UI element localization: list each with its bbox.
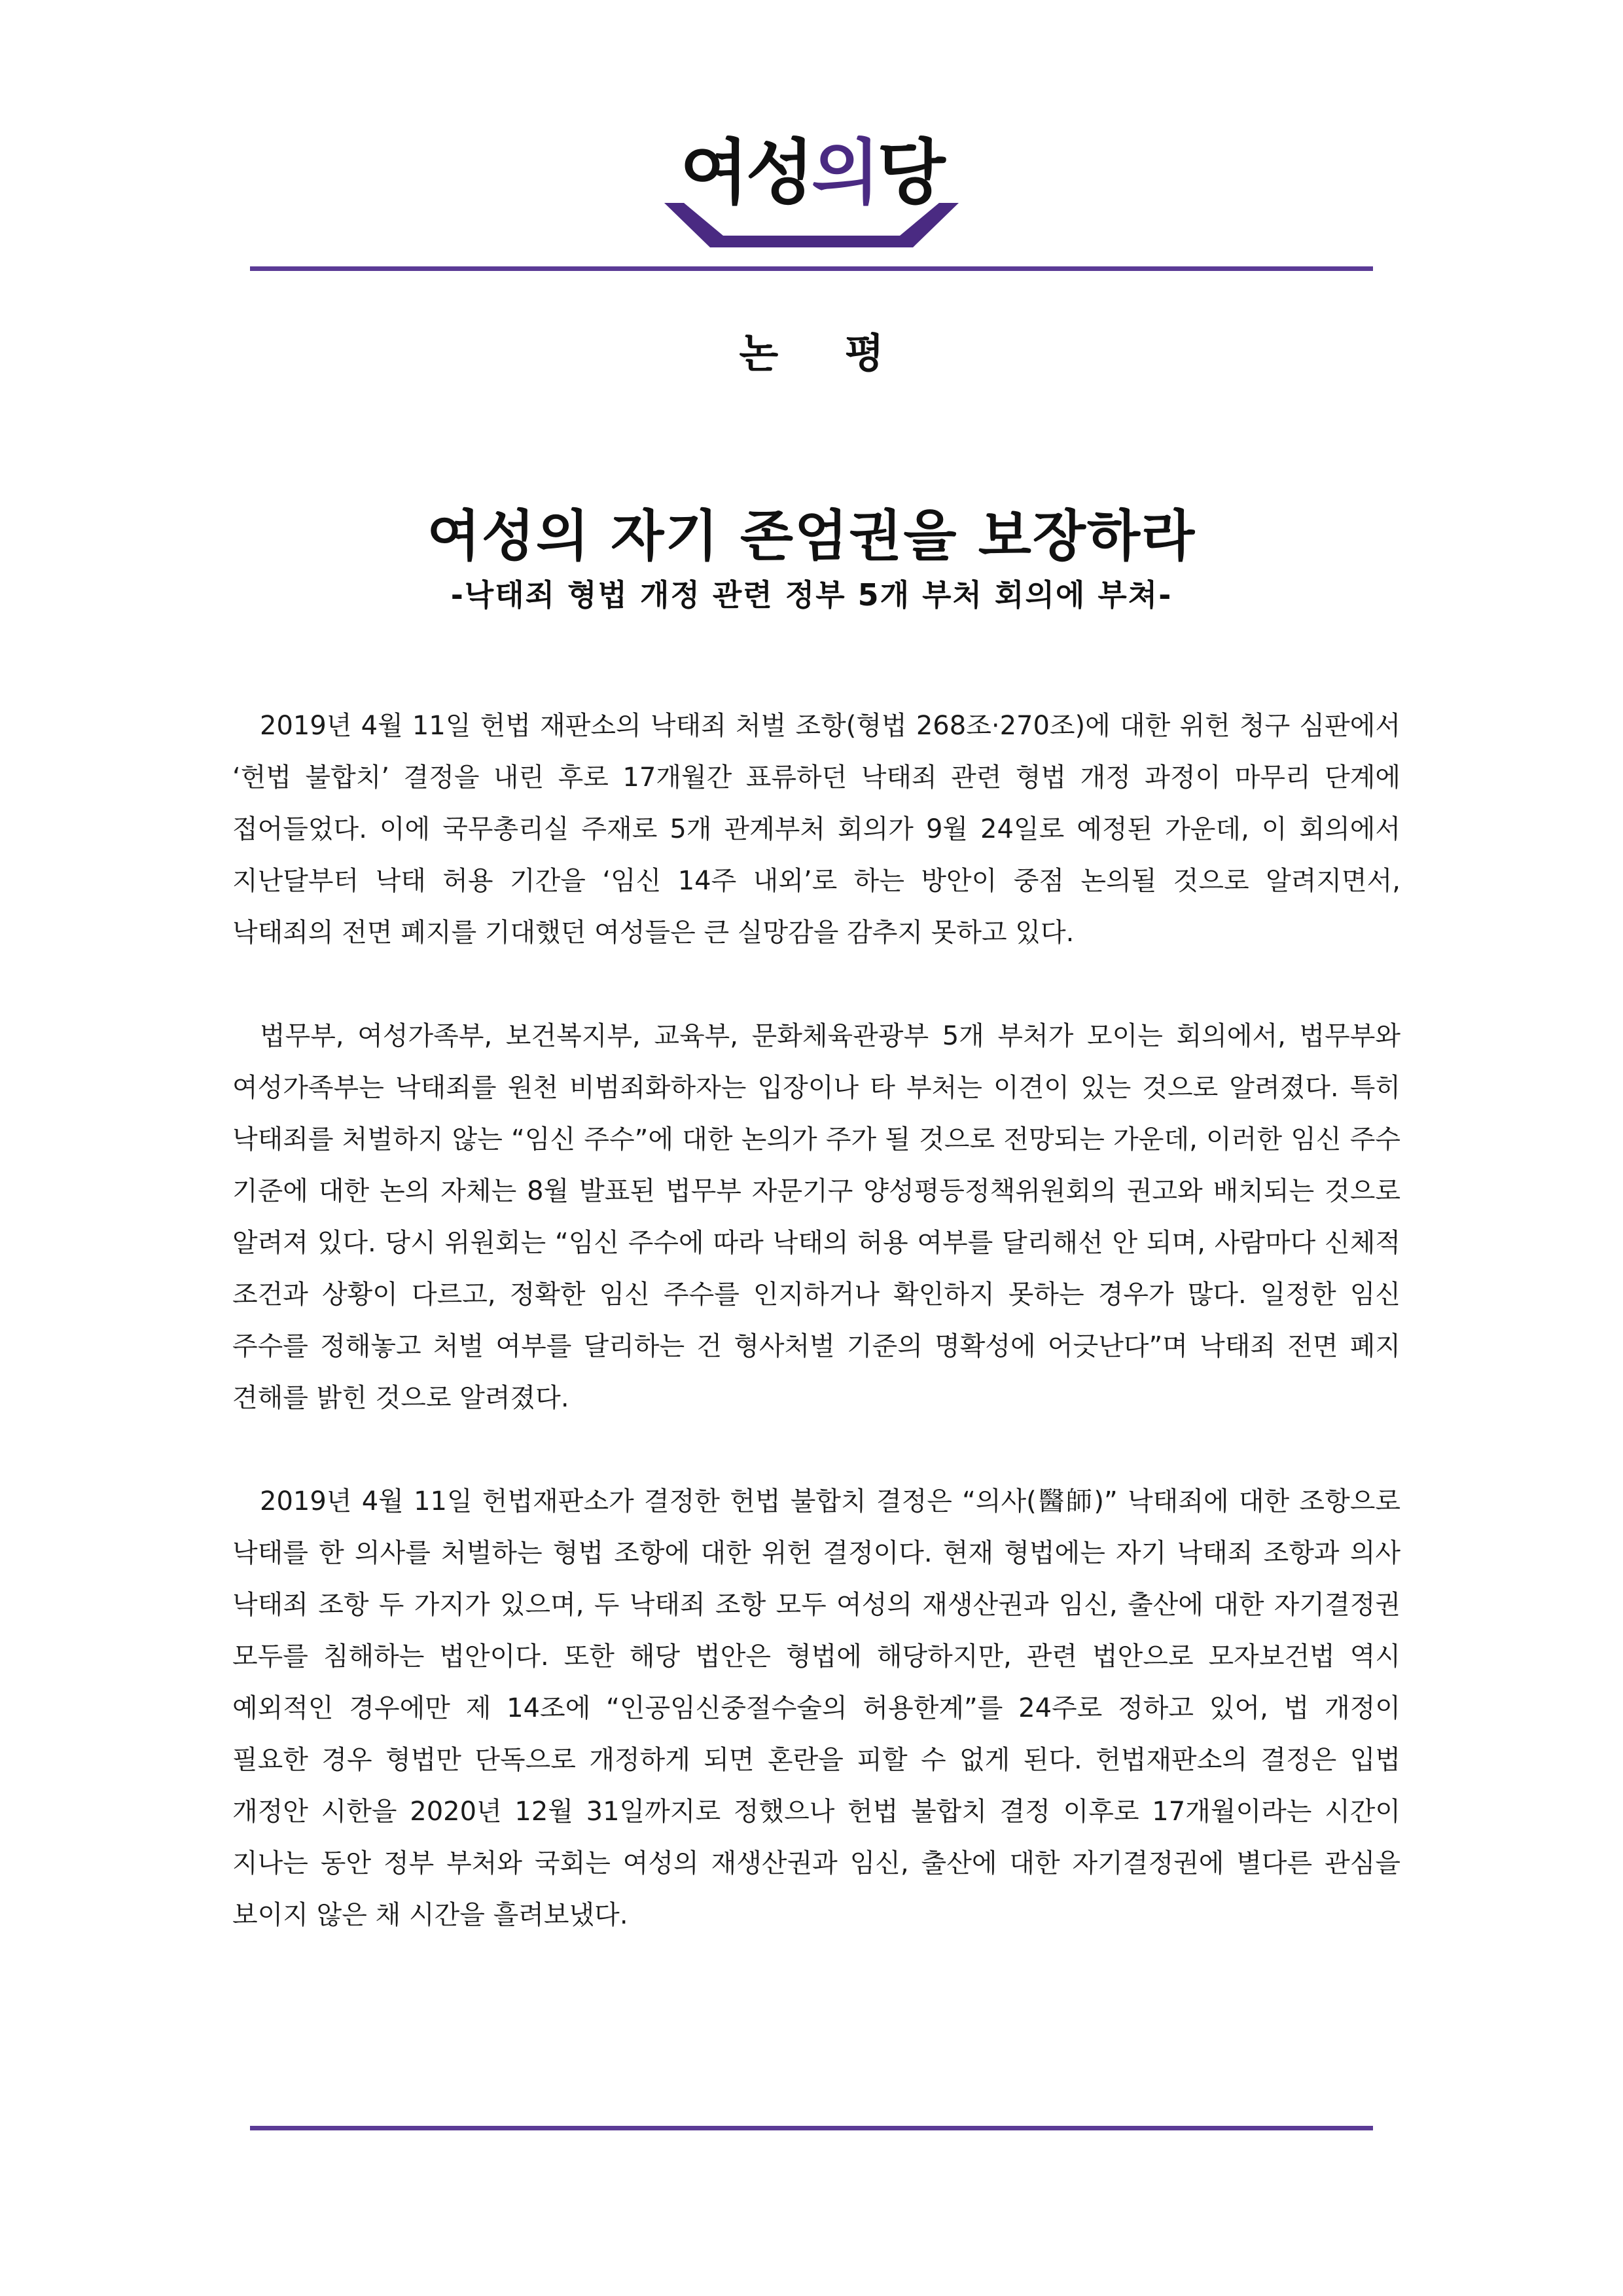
statement-subtitle: -낙태죄 형법 개정 관련 정부 5개 부처 회의에 부쳐-	[450, 577, 1173, 613]
document-type-label: 논 평	[739, 329, 910, 377]
statement-body	[232, 700, 1400, 1993]
body-paragraph-2: 법무부, 여성가족부, 보건복지부, 교육부, 문화체육관광부 5개 부처가 모이는 회의에서, 법무부와 여성가족부는 낙태죄를 원천 비범죄화하자는 입장이나 타 부처는 이견이 있는 것으로 알려졌다. 특히 낙태죄를 처벌하지 않는 “임신 주수”에 대한 논의가 주가 될 것으로 전망되는 가운데, 이러한 임신 주수 기준에 대한 논의 자체는 8월 발표된 법무부 자문기구 양성평등정책위원회의 권고와 배치되는 것으로 알려져 있다. 당시 위원회는 “임신 주수에 따라 낙태의 허용 여부를 달리해선 안 되며, 사람마다 신체적 조건과 상황이 다르고, 정확한 임신 주수를 인지하거나 확인하지 못하는 경우가 많다. 일정한 임신 주수를 정해놓고 처벌 여부를 달리하는 건 형사처벌 기준의 명확성에 어긋난다”며 낙태죄 전면 폐지 견해를 밝힌 것으로 알려졌다.	[232, 1021, 1400, 1413]
logo-text-accent: 의	[812, 132, 878, 214]
party-logo	[658, 131, 965, 249]
statement-title: 여성의 자기 존엄권을 보장하라	[427, 504, 1196, 568]
body-paragraph-1: 2019년 4월 11일 헌법 재판소의 낙태죄 처벌 조항(형법 268조·270조)에 대한 위헌 청구 심판에서 ‘헌법 불합치’ 결정을 내린 후로 17개월간 표류하던 낙태죄 관련 형법 개정 과정이 마무리 단계에 접어들었다. 이에 국무총리실 주재로 5개 관계부처 회의가 9월 24일로 예정된 가운데, 이 회의에서 지난달부터 낙태 허용 기간을 ‘임신 14주 내외’로 하는 방안이 중점 논의될 것으로 알려지면서, 낙태죄의 전면 폐지를 기대했던 여성들은 큰 실망감을 감추지 못하고 있다.	[232, 711, 1400, 948]
party-logo-area	[0, 131, 1623, 249]
logo-text-before: 여성	[680, 132, 812, 214]
footer-divider	[250, 2126, 1373, 2130]
logo-chevron-icon	[658, 196, 965, 249]
header-divider	[250, 266, 1373, 271]
body-paragraph-3: 2019년 4월 11일 헌법재판소가 결정한 헌법 불합치 결정은 “의사(醫師)” 낙태죄에 대한 조항으로 낙태를 한 의사를 처벌하는 형법 조항에 대한 위헌 결정이다. 현재 형법에는 자기 낙태죄 조항과 의사 낙태죄 조항 두 가지가 있으며, 두 낙태죄 조항 모두 여성의 재생산권과 임신, 출산에 대한 자기결정권 모두를 침해하는 법안이다. 또한 해당 법안은 형법에 해당하지만, 관련 법안으로 모자보건법 역시 예외적인 경우에만 제 14조에 “인공임신중절수술의 허용한계”를 24주로 정하고 있어, 법 개정이 필요한 경우 형법만 단독으로 개정하게 되면 혼란을 피할 수 없게 된다. 헌법재판소의 결정은 입법 개정안 시한을 2020년 12월 31일까지로 정했으나 헌법 불합치 결정 이후로 17개월이라는 시간이 지나는 동안 정부 부처와 국회는 여성의 재생산권과 임신, 출산에 대한 자기결정권에 별다른 관심을 보이지 않은 채 시간을 흘려보냈다.	[232, 1486, 1400, 1930]
logo-text-after: 당	[877, 132, 943, 214]
